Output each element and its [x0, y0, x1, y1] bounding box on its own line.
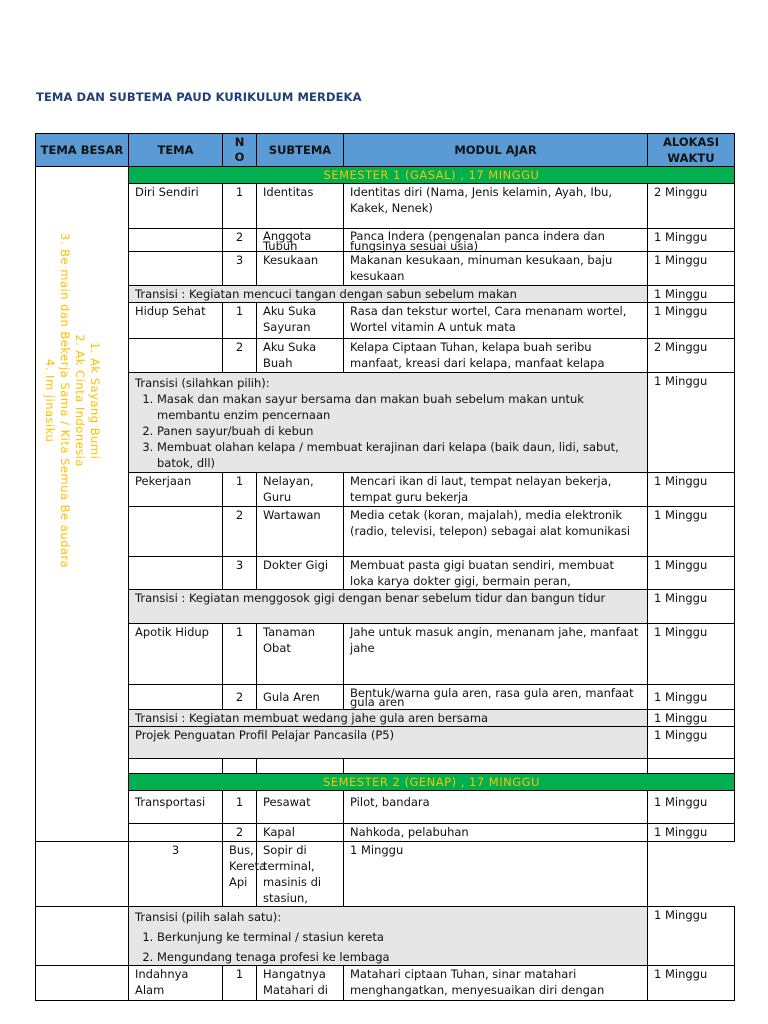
semester-2-label: SEMESTER 2 (GENAP) , 17 MINGGU — [129, 774, 735, 791]
alokasi-cell: 1 Minggu — [648, 966, 735, 1001]
transisi-text: Transisi : Kegiatan menggosok gigi dengan benar sebelum tidur dan bangun tidur — [129, 590, 648, 624]
subtema-cell: Pesawat — [257, 791, 344, 824]
document-title: TEMA DAN SUBTEMA PAUD KURIKULUM MERDEKA — [36, 90, 362, 104]
modul-cell: Rasa dan tekstur wortel, Cara menanam wortel, Wortel vitamin A untuk mata — [344, 303, 648, 339]
empty-cell — [648, 759, 735, 774]
modul-cell: Panca Indera (pengenalan panca indera dan fungsinya sesuai usia) — [344, 229, 648, 252]
modul-cell: Pilot, bandara — [344, 791, 648, 824]
table-row — [36, 184, 735, 229]
table-row — [36, 824, 735, 842]
alokasi-cell: 1 Minggu — [648, 685, 735, 710]
alokasi-cell: 1 Minggu — [648, 791, 735, 824]
list-item: 2. Mengundang tenaga profesi ke lembaga — [157, 949, 641, 965]
subtema-cell: Tanaman Obat — [257, 624, 344, 685]
no-cell: 3 — [223, 252, 257, 286]
header-tema-besar: TEMA BESAR — [36, 134, 129, 167]
tema-cell: Pekerjaan — [129, 473, 223, 507]
tema-cell — [129, 557, 223, 590]
subtema-cell: Anggota Tubuh — [257, 229, 344, 252]
no-cell: 3 — [223, 557, 257, 590]
header-tema: TEMA — [129, 134, 223, 167]
subtema-cell: Aku Suka Buah — [257, 339, 344, 373]
tema-cell: Hidup Sehat — [129, 303, 223, 339]
modul-cell: Jahe untuk masuk angin, menanam jahe, manfaat jahe — [344, 624, 648, 685]
transisi-row — [36, 710, 735, 727]
alokasi-cell: 1 Minggu — [648, 373, 735, 473]
header-alokasi: ALOKASI WAKTU — [648, 134, 735, 167]
subtema-cell: Dokter Gigi — [257, 557, 344, 590]
subtema-cell: Kapal — [257, 824, 344, 842]
tema-besar-item: 2. Ak Cinta Indonesia — [73, 334, 87, 467]
list-item: 2. Panen sayur/buah di kebun — [157, 423, 641, 439]
subtema-cell: Kesukaan — [257, 252, 344, 286]
tema-cell — [129, 685, 223, 710]
semester-1-row — [36, 167, 735, 184]
no-cell: 1 — [223, 473, 257, 507]
alokasi-cell: 1 Minggu — [648, 229, 735, 252]
no-cell: 1 — [223, 624, 257, 685]
transisi-block — [129, 373, 648, 473]
no-cell: 1 — [223, 966, 257, 1001]
tema-cell: Transportasi — [129, 791, 223, 824]
alokasi-cell: 1 Minggu — [648, 557, 735, 590]
semester-2-row — [36, 774, 735, 791]
no-cell: 1 — [223, 791, 257, 824]
list-item: 3. Membuat olahan kelapa / membuat kerajinan dari kelapa (baik daun, lidi, sabut, batok, dll) — [157, 439, 641, 471]
empty-cell — [129, 759, 223, 774]
transisi-text: Transisi : Kegiatan mencuci tangan dengan sabun sebelum makan — [129, 286, 648, 303]
tema-besar-item: 3. Be main dan Bekerja Sama / Kita Semua Be audara — [58, 233, 72, 569]
tema-cell: Indahnya Alam — [129, 966, 223, 1001]
alokasi-cell: 1 Minggu — [648, 907, 735, 966]
subtema-cell: Bus, Kereta Api — [223, 842, 257, 907]
table-row — [36, 842, 735, 907]
no-cell: 1 — [223, 184, 257, 229]
subtema-cell: Hangatnya Matahari di — [257, 966, 344, 1001]
no-cell: 2 — [223, 685, 257, 710]
alokasi-cell: 2 Minggu — [648, 339, 735, 373]
table-row — [36, 303, 735, 339]
alokasi-cell: 1 Minggu — [648, 727, 735, 759]
transisi-row — [36, 286, 735, 303]
alokasi-cell: 1 Minggu — [344, 842, 648, 907]
table-row — [36, 507, 735, 557]
modul-cell: Nahkoda, pelabuhan — [344, 824, 648, 842]
no-cell: 2 — [223, 229, 257, 252]
empty-cell — [257, 759, 344, 774]
tema-besar-item: 1. Ak Sayang Bumi — [88, 341, 102, 460]
no-cell: 2 — [223, 507, 257, 557]
modul-cell: Identitas diri (Nama, Jenis kelamin, Ayah, Ibu, Kakek, Nenek) — [344, 184, 648, 229]
tema-cell — [129, 339, 223, 373]
header-no: NO — [223, 134, 257, 167]
table-row — [36, 791, 735, 824]
tema-cell — [129, 507, 223, 557]
table-row — [36, 252, 735, 286]
table-row — [36, 557, 735, 590]
modul-cell: Mencari ikan di laut, tempat nelayan bekerja, tempat guru bekerja — [344, 473, 648, 507]
modul-cell: Membuat pasta gigi buatan sendiri, membuat loka karya dokter gigi, bermain peran, — [344, 557, 648, 590]
tema-cell — [36, 842, 129, 907]
transisi-text: Transisi (pilih salah satu): — [135, 910, 282, 924]
list-item: 1. Masak dan makan sayur bersama dan makan buah sebelum makan untuk membantu enzim pencernaan — [157, 391, 641, 423]
alokasi-cell: 1 Minggu — [648, 286, 735, 303]
list-item: 1. Berkunjung ke terminal / stasiun kereta — [157, 929, 641, 945]
no-cell: 3 — [129, 842, 223, 907]
table-row — [36, 473, 735, 507]
table-row — [36, 624, 735, 685]
empty-cell — [344, 759, 648, 774]
transisi-row — [36, 373, 735, 473]
p5-row — [36, 727, 735, 759]
modul-cell: Makanan kesukaan, minuman kesukaan, baju kesukaan — [344, 252, 648, 286]
tema-besar-cell — [36, 167, 129, 842]
alokasi-cell: 1 Minggu — [648, 252, 735, 286]
alokasi-cell: 1 Minggu — [648, 507, 735, 557]
table-row — [36, 339, 735, 373]
transisi-text: Transisi (silahkan pilih): — [135, 376, 270, 390]
header-row — [36, 134, 735, 167]
tema-besar-list — [42, 233, 102, 568]
tema-besar-blank — [36, 907, 129, 966]
table-row — [36, 966, 735, 1001]
modul-cell: Sopir di terminal, masinis di stasiun, — [257, 842, 344, 907]
alokasi-cell: 2 Minggu — [648, 184, 735, 229]
curriculum-table — [35, 133, 735, 1001]
transisi-list — [135, 929, 641, 965]
tema-cell — [129, 252, 223, 286]
transisi-text: Transisi : Kegiatan membuat wedang jahe gula aren bersama — [129, 710, 648, 727]
tema-besar-blank — [36, 966, 129, 1001]
subtema-cell: Gula Aren — [257, 685, 344, 710]
alokasi-cell: 1 Minggu — [648, 624, 735, 685]
spacer-row — [36, 759, 735, 774]
header-subtema: SUBTEMA — [257, 134, 344, 167]
subtema-cell: Wartawan — [257, 507, 344, 557]
header-modul: MODUL AJAR — [344, 134, 648, 167]
no-cell: 1 — [223, 303, 257, 339]
alokasi-cell: 1 Minggu — [648, 824, 735, 842]
tema-cell: Diri Sendiri — [129, 184, 223, 229]
tema-besar-item: 4. Im jinasiku — [43, 358, 57, 443]
no-cell: 2 — [223, 339, 257, 373]
transisi-list — [135, 391, 641, 471]
transisi-row — [36, 907, 735, 966]
tema-cell — [129, 824, 223, 842]
empty-cell — [223, 759, 257, 774]
transisi-block — [129, 907, 648, 966]
modul-cell: Media cetak (koran, majalah), media elektronik (radio, televisi, telepon) sebagai alat komunikasi — [344, 507, 648, 557]
p5-text: Projek Penguatan Profil Pelajar Pancasila (P5) — [129, 727, 648, 759]
modul-cell: Kelapa Ciptaan Tuhan, kelapa buah seribu manfaat, kreasi dari kelapa, manfaat kelapa — [344, 339, 648, 373]
table-row — [36, 685, 735, 710]
modul-cell: Matahari ciptaan Tuhan, sinar matahari menghangatkan, menyesuaikan diri dengan — [344, 966, 648, 1001]
alokasi-cell: 1 Minggu — [648, 473, 735, 507]
semester-1-label: SEMESTER 1 (GASAL) , 17 MINGGU — [129, 167, 735, 184]
subtema-cell: Aku Suka Sayuran — [257, 303, 344, 339]
alokasi-cell: 1 Minggu — [648, 590, 735, 624]
no-cell: 2 — [223, 824, 257, 842]
alokasi-cell: 1 Minggu — [648, 303, 735, 339]
tema-cell: Apotik Hidup — [129, 624, 223, 685]
subtema-cell: Nelayan, Guru — [257, 473, 344, 507]
alokasi-cell: 1 Minggu — [648, 710, 735, 727]
subtema-cell: Identitas — [257, 184, 344, 229]
table-row — [36, 229, 735, 252]
transisi-row — [36, 590, 735, 624]
modul-cell: Bentuk/warna gula aren, rasa gula aren, manfaat gula aren — [344, 685, 648, 710]
tema-cell — [129, 229, 223, 252]
